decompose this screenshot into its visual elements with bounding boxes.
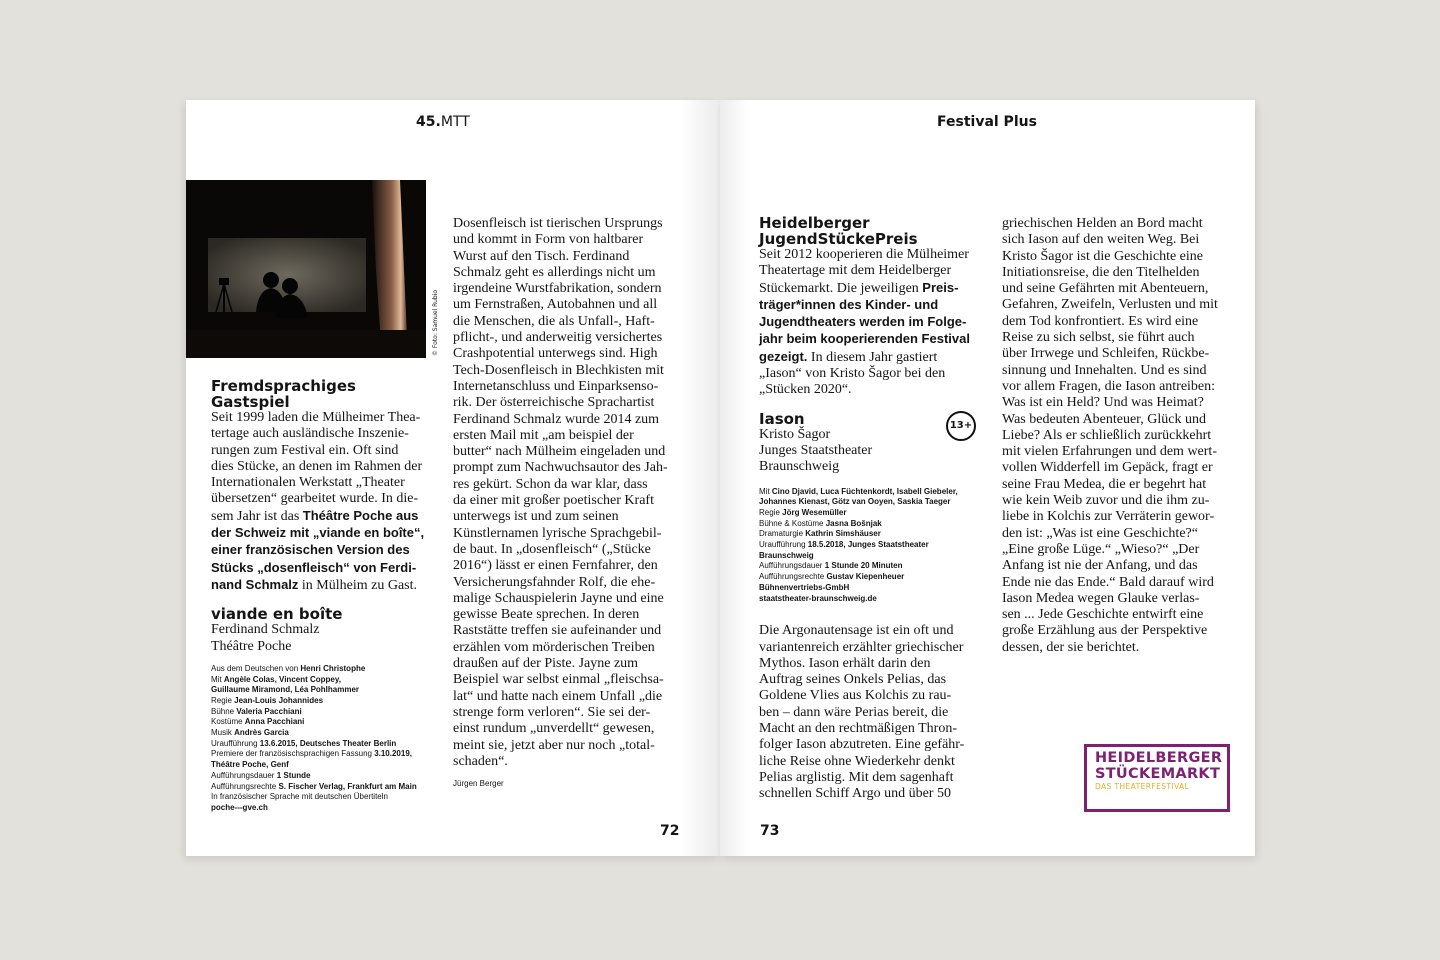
text-line: über Irrwege und Schleifen, Rückbe-	[1002, 346, 1210, 362]
text-line: und seine Gefährten mit Abenteuern,	[1002, 281, 1209, 297]
text-line: sinnung und Innehalten. Und es sind	[1002, 362, 1207, 378]
credit-label: Dramaturgie	[759, 529, 806, 539]
text-line: butter“ nach Mülheim eingeladen und	[453, 444, 666, 460]
credit-value: Angèle Colas, Vincent Coppey,	[223, 674, 341, 684]
text-line	[211, 525, 451, 542]
credit-value: 18.5.2018, Junges Staatstheater	[807, 540, 929, 550]
text-line: Ende nie das Ende.“ Bald darauf wird	[1002, 574, 1214, 590]
text-line: ersten Mail mit „am beispiel der	[453, 427, 634, 443]
text-line: Iason Medea wegen Glauke verlas-	[1002, 590, 1200, 606]
text-line: de baut. In „dosenfleisch“ („Stücke	[453, 541, 651, 557]
credit-label: Bühne	[211, 706, 237, 716]
credit-value: Cino Djavid, Luca Füchtenkordt, Isabell Giebeler,	[771, 486, 958, 496]
credit-line	[211, 717, 451, 728]
text-span-bold: Jugendtheaters werden im Folge-	[759, 314, 967, 330]
text-line: Kristo Šagor ist die Geschichte eine	[1002, 248, 1204, 264]
credit-line	[759, 497, 989, 508]
page-number: 72	[660, 823, 680, 839]
credits-list	[211, 664, 451, 814]
credit-value: poche---gve.ch	[211, 803, 268, 812]
text-line: Internetanschluss und Einparksenso-	[453, 378, 659, 394]
text-line: lat“ und hatte nach einem Unfall „die	[453, 688, 663, 704]
stage-photo-image	[186, 180, 426, 358]
intro-paragraph	[759, 247, 989, 399]
credit-label: Uraufführung	[759, 540, 808, 550]
credit-value: Henri Christophe	[300, 663, 366, 673]
text-line	[759, 314, 989, 331]
text-line: schnellen Schiff Argo und über 50	[759, 786, 951, 802]
credit-line	[211, 739, 451, 750]
credit-value: Jörg Wesemüller	[782, 507, 847, 517]
author-signature: Jürgen Berger	[453, 779, 504, 789]
text-line: 2016“) lässt er einen Fernfahrer, den	[453, 558, 658, 574]
text-line: Beispiel war selbst einmal „fleischsa-	[453, 672, 664, 688]
text-line: Seit 2012 kooperieren die Mülheimer	[759, 247, 969, 262]
section-heading	[759, 215, 989, 247]
text-line	[211, 560, 451, 577]
credit-label: Aufführungsdauer	[759, 561, 825, 571]
text-line: vollen Widderfell im Gepäck, fragt er	[1002, 460, 1213, 476]
text-line: schaden“.	[453, 753, 508, 769]
left-column-2	[453, 216, 693, 792]
text-span-bold: der Schweiz mit „viande en boîte“,	[211, 525, 425, 541]
credit-value: Kathrin Simshäuser	[805, 529, 881, 539]
text-line: griechischen Helden an Bord macht	[1002, 216, 1203, 231]
text-span-bold: nand Schmalz	[211, 576, 299, 592]
text-span-bold: träger*innen des Kinder- und	[759, 296, 939, 312]
photo-credit: © Foto: Samuel Rubio	[432, 289, 439, 356]
text-line	[759, 297, 989, 314]
text-line: Tech-Dosenfleisch in Blechkisten mit	[453, 362, 664, 378]
play-title: viande en boîte	[211, 605, 343, 624]
text-line: rungen zum Festival ein. Oft sind	[211, 442, 399, 458]
text-line	[759, 349, 989, 366]
text-line: draußen auf der Piste. Jayne zum	[453, 656, 639, 672]
text-line: einst rundum „unverdellt“ gewesen,	[453, 721, 655, 737]
text-line	[211, 508, 451, 525]
credit-value: Jasna Bošnjak	[825, 518, 882, 528]
text-span-bold: Preis-	[922, 279, 959, 295]
play-company: Théâtre Poche	[211, 638, 292, 654]
intro-paragraph	[211, 410, 451, 594]
right-page	[720, 100, 1255, 856]
credit-value: Théâtre Poche, Genf	[211, 760, 289, 770]
credit-value: Andrès Garcia	[234, 728, 289, 738]
running-head-text: MTT	[440, 114, 470, 130]
text-line: sen ... Jede Geschichte entwirft eine	[1002, 607, 1204, 623]
credit-value: 1 Stunde 20 Minuten	[824, 561, 903, 571]
text-line: Pelias arglistig. Mit dem sagenhaft	[759, 769, 954, 785]
text-line: rik. Der österreichische Sprachartist	[453, 395, 655, 411]
credit-line	[211, 707, 451, 718]
credit-line	[211, 696, 451, 707]
credit-label: In französischer Sprache mit deutschen Übertiteln	[211, 792, 388, 802]
credit-line	[759, 583, 989, 594]
credit-label: Regie	[759, 507, 783, 517]
text-span: sem Jahr ist das	[211, 508, 303, 524]
text-line: und kommt in Form von haltbarer	[453, 232, 644, 248]
text-line: irgendeine Wurstfabrikation, sondern	[453, 281, 662, 297]
credit-value: Valeria Pacchiani	[236, 706, 302, 716]
credit-value: 13.6.2015, Deutsches Theater Berlin	[259, 738, 397, 748]
credit-label: Bühne & Kostüme	[759, 518, 826, 528]
text-line: Künstlernamen lyrische Sprachgebil-	[453, 525, 662, 541]
text-line: dessen, der sie berichtet.	[1002, 639, 1140, 655]
text-line	[759, 331, 989, 348]
text-line: Initiationsreise, die den Titelhelden	[1002, 264, 1200, 280]
running-head: Festival Plus	[937, 114, 1037, 130]
credit-label: Aus dem Deutschen von	[211, 663, 301, 673]
text-line: unterwegs ist und zum seinen	[453, 509, 619, 525]
text-line: große Erzählung aus der Perspektive	[1002, 623, 1208, 639]
text-line: Reise zu sich selbst, sie führt auch	[1002, 330, 1195, 346]
text-line: Crashpotential unterwegs sind. High	[453, 346, 658, 362]
credit-value: Johannes Kienast, Götz van Ooyen, Saskia Taeger	[759, 497, 951, 507]
credit-label: Kostüme	[211, 717, 245, 727]
text-line: meint sie, jetzt aber nur noch „total-	[453, 737, 655, 753]
right-column-2	[1002, 216, 1242, 656]
stage-photo	[186, 180, 426, 358]
text-line: Anfang ist nie der Anfang, und das	[1002, 558, 1198, 574]
logo-tagline: DAS THEATERFESTIVAL	[1095, 782, 1190, 791]
credit-line	[759, 508, 989, 519]
credit-label: Premiere der französischsprachigen Fassung	[211, 749, 375, 759]
credit-line	[211, 782, 451, 793]
text-span-bold: jahr beim kooperierenden Festival	[759, 331, 970, 347]
credit-line	[759, 519, 989, 530]
credit-line	[759, 529, 989, 540]
text-span-bold: Stücks „dosenfleisch“ von Ferdi-	[211, 559, 417, 575]
text-line: Wurst auf den Tisch. Ferdinand	[453, 248, 630, 264]
credit-line	[211, 685, 451, 696]
credit-label: Musik	[211, 728, 235, 738]
text-line	[211, 542, 451, 559]
play-company: Junges Staatstheater	[759, 442, 873, 458]
credit-value: Braunschweig	[759, 550, 814, 560]
page-number: 73	[760, 823, 780, 839]
right-column-1	[759, 215, 989, 803]
text-line: Internationalen Werkstatt „Theater	[211, 475, 405, 491]
credit-line	[759, 572, 989, 583]
credit-label: Regie	[211, 695, 235, 705]
text-line: mit vielen Erfahrungen und dem wert-	[1002, 444, 1217, 460]
text-span-bold: gezeigt.	[759, 348, 808, 364]
play-company: Braunschweig	[759, 459, 840, 475]
text-line: die Menschen, die als Unfall-, Haft-	[453, 313, 655, 329]
text-line: Was bedeuten Abenteuer, Glück und	[1002, 411, 1206, 427]
play-author: Ferdinand Schmalz	[211, 622, 320, 638]
text-line: tertage auch ausländische Inszenie-	[211, 426, 409, 442]
text-span-bold: Théâtre Poche aus	[302, 507, 419, 523]
text-line	[211, 577, 451, 594]
text-span: in Mülheim zu Gast.	[298, 577, 418, 593]
credit-line	[759, 561, 989, 572]
text-line: Die Argonautensage ist ein oft und	[759, 623, 954, 639]
text-line: Gefahren, Zweifeln, Verlusten und mit	[1002, 297, 1218, 313]
credit-value: Jean-Louis Johannides	[234, 695, 324, 705]
festival-logo	[1084, 744, 1230, 812]
credit-value: Guillaume Miramond, Léa Pohlhammer	[211, 685, 360, 695]
credit-line	[211, 803, 451, 814]
text-line: liebe in Kolchis zur Verräterin gewor-	[1002, 509, 1215, 525]
text-line: übersetzen“ gearbeitet wurde. In die-	[211, 491, 419, 507]
text-line: Goldene Vlies aus Kolchis zu rau-	[759, 688, 952, 704]
text-line: den ist: „Was ist eine Geschichte?“	[1002, 525, 1198, 541]
text-line: Schmalz geht es allerdings nicht um	[453, 264, 656, 280]
credit-line	[211, 792, 451, 803]
text-line: Raststätte treffen sie aufeinander und	[453, 623, 662, 639]
text-line: „Iason“ von Kristo Šagor bei den	[759, 366, 946, 382]
text-line: „Stücken 2020“.	[759, 382, 852, 398]
page-gutter-shadow	[720, 100, 750, 856]
credit-line	[211, 749, 451, 760]
text-line: Was ist ein Held? Und was Heimat?	[1002, 395, 1204, 411]
text-line: „Eine große Lüge.“ „Wieso?“ „Der	[1002, 541, 1200, 557]
issue-number: 45.	[416, 114, 441, 130]
play-title: Iason	[759, 409, 805, 428]
text-line: Macht an den rechtmäßigen Thron-	[759, 721, 958, 737]
left-page	[186, 100, 720, 856]
text-line: prompt zum Nachwuchsautor des Jah-	[453, 460, 668, 476]
credit-line	[211, 728, 451, 739]
text-span: Stückemarkt. Die jeweiligen	[759, 280, 923, 296]
text-span-bold: einer französischen Version des	[211, 542, 410, 558]
text-span: In diesem Jahr gastiert	[807, 349, 938, 365]
text-line: seine Frau Medea, die er begehrt hat	[1002, 476, 1207, 492]
credit-value: S. Fischer Verlag, Frankfurt am Main	[278, 781, 417, 791]
text-line: Auftrag seines Onkels Pelias, das	[759, 672, 947, 688]
credit-label: Aufführungsrechte	[211, 781, 279, 791]
running-head	[416, 114, 470, 130]
credit-label: Mit	[211, 674, 224, 684]
credit-label: Mit	[759, 486, 772, 496]
text-line: Dosenfleisch ist tierischen Ursprungs	[453, 216, 663, 231]
credit-value: Gustav Kiepenheuer	[826, 572, 905, 582]
credit-value: 1 Stunde	[276, 770, 311, 780]
section-heading-line: Gastspiel	[211, 393, 290, 411]
text-line: pflicht-, und anderweitig versichertes	[453, 330, 663, 346]
text-line: folger Iason abzutreten. Eine gefähr-	[759, 737, 965, 753]
credit-label: Uraufführung	[211, 738, 260, 748]
text-line: ben – dann wäre Perias bereit, die	[759, 704, 949, 720]
credit-value: staatstheater-braunschweig.de	[759, 593, 877, 603]
credit-line	[759, 540, 989, 551]
text-line: vor allem Fragen, die Iason antreiben:	[1002, 378, 1216, 394]
section-heading	[211, 378, 451, 410]
text-line: sich Iason auf den weiten Weg. Bei	[1002, 232, 1200, 248]
credits-list	[759, 487, 989, 605]
logo-line: STÜCKEMARKT	[1095, 766, 1221, 782]
credit-line	[759, 551, 989, 562]
text-line: strenge form verloren“. Sie sei der-	[453, 704, 651, 720]
text-line: gewisse Beate sprechen. In deren	[453, 607, 640, 623]
text-line: variantenreich erzählter griechischer	[759, 639, 964, 655]
text-line: erzählen vom mörderischen Treiben	[453, 639, 655, 655]
credit-label: Aufführungsdauer	[211, 770, 277, 780]
text-line: liche Reise ohne Wiederkehr denkt	[759, 753, 955, 769]
text-line: Theatertage mit dem Heidelberger	[759, 263, 952, 279]
text-line: Liebe? Als er schließlich zurückkehrt	[1002, 427, 1212, 443]
text-line: wie kein Weib zuvor und die ihm zu-	[1002, 493, 1210, 509]
credit-line	[211, 675, 451, 686]
text-line: um Fernstraßen, Autobahnen und all	[453, 297, 658, 313]
section-heading-line: JugendStückePreis	[759, 230, 918, 248]
text-line: Seit 1999 laden die Mülheimer Thea-	[211, 410, 421, 425]
text-line: malige Schauspielerin Jayne und eine	[453, 590, 664, 606]
text-line: Mythos. Iason erhält darin den	[759, 655, 931, 671]
credit-line	[211, 771, 451, 782]
section-heading-line: Heidelberger	[759, 214, 870, 232]
section-heading-line: Fremdsprachiges	[211, 377, 356, 395]
logo-line: HEIDELBERGER	[1095, 750, 1223, 766]
text-line: dies Stücke, an denen im Rahmen der	[211, 458, 423, 474]
text-line: res gekürt. Schon da war klar, dass	[453, 476, 648, 492]
credit-line	[759, 594, 989, 605]
credit-value: 3.10.2019,	[374, 749, 412, 759]
credit-line	[759, 487, 989, 498]
play-author: Kristo Šagor	[759, 426, 831, 442]
credit-value: Anna Pacchiani	[244, 717, 305, 727]
text-line: dem Tod konfrontiert. Es wird eine	[1002, 313, 1199, 329]
main-paragraph	[759, 623, 989, 802]
text-line: Versicherungsfahnder Rolf, die ehe-	[453, 574, 656, 590]
age-rating-icon: 13+	[946, 411, 976, 441]
credit-value: Bühnenvertriebs-GmbH	[759, 582, 850, 592]
credit-label: Aufführungsrechte	[759, 572, 827, 582]
credit-line	[211, 664, 451, 675]
text-line: Ferdinand Schmalz wurde 2014 zum	[453, 411, 660, 427]
text-line	[759, 280, 989, 297]
text-line: da einer mit großer poetischer Kraft	[453, 493, 654, 509]
credit-line	[211, 760, 451, 771]
left-column-1	[211, 378, 451, 814]
